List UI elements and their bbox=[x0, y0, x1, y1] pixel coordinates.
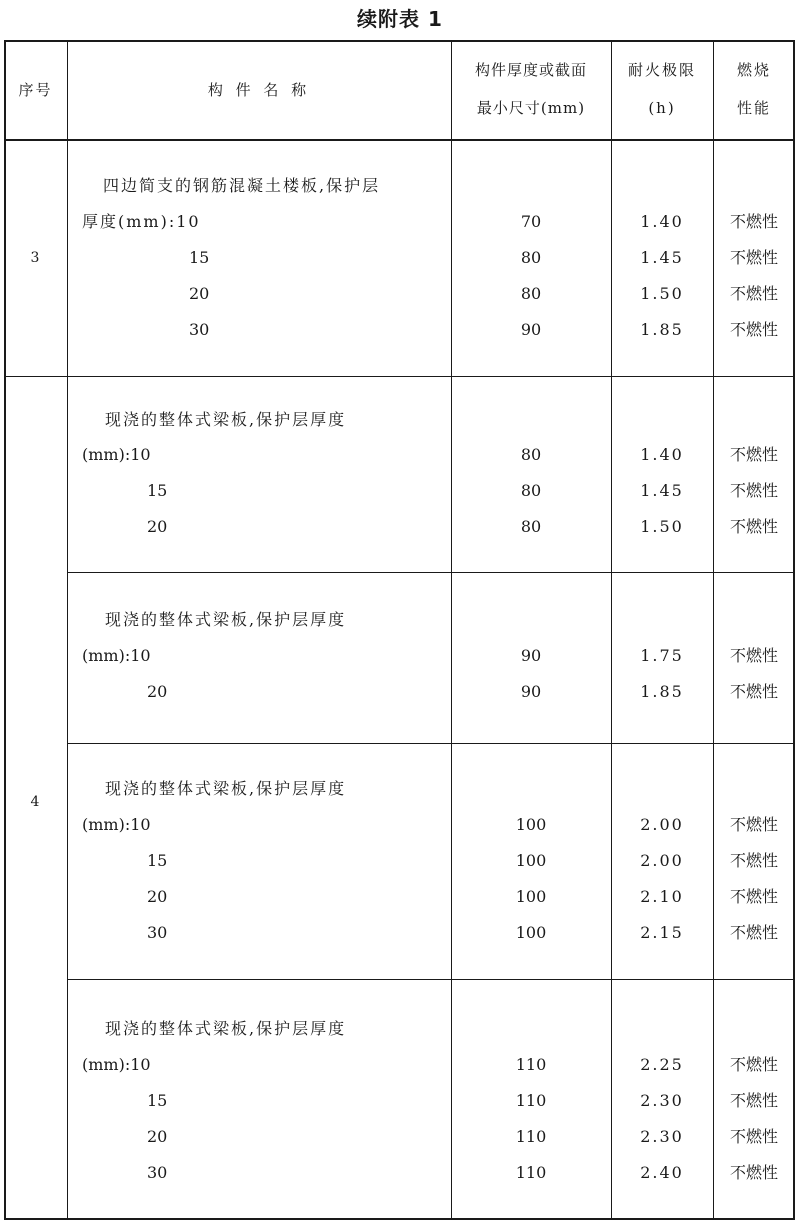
row-fire: 2.40 bbox=[640, 1163, 684, 1182]
row-comb: 不燃性 bbox=[729, 1127, 778, 1146]
row-thickness: 100 bbox=[515, 923, 547, 942]
row-thickness: 110 bbox=[515, 1163, 547, 1182]
subgroup-divider bbox=[67, 979, 795, 980]
row-fire: 2.30 bbox=[640, 1127, 684, 1146]
row-thickness: 80 bbox=[520, 248, 542, 267]
row-name: 15 bbox=[189, 248, 210, 267]
row-fire: 1.45 bbox=[640, 248, 684, 267]
row-name: 四边简支的钢筋混凝土楼板,保护层 bbox=[103, 176, 381, 195]
row-name: 30 bbox=[147, 1163, 168, 1182]
row-comb: 不燃性 bbox=[729, 1055, 778, 1074]
col-divider-seq bbox=[67, 40, 68, 1220]
header-name: 构 件 名 称 bbox=[207, 81, 311, 99]
header-fire-line2: (h) bbox=[648, 99, 676, 117]
row-thickness: 80 bbox=[520, 481, 542, 500]
row-comb: 不燃性 bbox=[729, 481, 778, 500]
header-thickness-line2: 最小尺寸(mm) bbox=[476, 99, 586, 117]
row-name: 现浇的整体式梁板,保护层厚度 bbox=[105, 779, 347, 798]
row-comb: 不燃性 bbox=[729, 923, 778, 942]
row-thickness: 90 bbox=[520, 682, 542, 701]
row-thickness: 80 bbox=[520, 517, 542, 536]
subgroup-divider bbox=[67, 743, 795, 744]
row-name: 20 bbox=[147, 887, 168, 906]
row-name: 现浇的整体式梁板,保护层厚度 bbox=[105, 610, 347, 629]
row-comb: 不燃性 bbox=[729, 1163, 778, 1182]
row-thickness: 100 bbox=[515, 815, 547, 834]
row-fire: 2.10 bbox=[640, 887, 684, 906]
row-fire: 2.00 bbox=[640, 815, 684, 834]
subgroup-divider bbox=[67, 572, 795, 573]
row-thickness: 70 bbox=[520, 212, 542, 231]
row-comb: 不燃性 bbox=[729, 517, 778, 536]
header-fire-line1: 耐火极限 bbox=[627, 61, 696, 79]
row-name: (mm):10 bbox=[82, 646, 151, 665]
row-comb: 不燃性 bbox=[729, 320, 778, 339]
row-thickness: 90 bbox=[520, 646, 542, 665]
header-comb-line2: 性能 bbox=[736, 99, 771, 117]
row-thickness: 80 bbox=[520, 445, 542, 464]
row-thickness: 110 bbox=[515, 1127, 547, 1146]
row-name: 15 bbox=[147, 481, 168, 500]
row-comb: 不燃性 bbox=[729, 646, 778, 665]
row-fire: 1.50 bbox=[640, 517, 684, 536]
row-name: 15 bbox=[147, 1091, 168, 1110]
row-name: 20 bbox=[147, 682, 168, 701]
row-fire: 1.85 bbox=[640, 682, 684, 701]
row-thickness: 100 bbox=[515, 887, 547, 906]
row-fire: 2.15 bbox=[640, 923, 684, 942]
row-comb: 不燃性 bbox=[729, 1091, 778, 1110]
row-thickness: 110 bbox=[515, 1055, 547, 1074]
row-name: 15 bbox=[147, 851, 168, 870]
row-name: 厚度(mm):10 bbox=[82, 212, 201, 231]
row-fire: 2.25 bbox=[640, 1055, 684, 1074]
seq-4: 4 bbox=[30, 794, 40, 810]
row-fire: 2.30 bbox=[640, 1091, 684, 1110]
row-name: (mm):10 bbox=[82, 1055, 151, 1074]
row-name: 30 bbox=[189, 320, 210, 339]
row-name: 30 bbox=[147, 923, 168, 942]
row-comb: 不燃性 bbox=[729, 851, 778, 870]
header-thickness-line1: 构件厚度或截面 bbox=[474, 61, 587, 79]
row-name: (mm):10 bbox=[82, 815, 151, 834]
group-divider bbox=[4, 376, 795, 377]
row-comb: 不燃性 bbox=[729, 445, 778, 464]
row-name: 现浇的整体式梁板,保护层厚度 bbox=[105, 410, 347, 429]
header-divider bbox=[4, 139, 795, 141]
row-thickness: 110 bbox=[515, 1091, 547, 1110]
row-thickness: 80 bbox=[520, 284, 542, 303]
row-comb: 不燃性 bbox=[729, 682, 778, 701]
header-seq: 序号 bbox=[18, 81, 53, 99]
row-fire: 1.40 bbox=[640, 212, 684, 231]
row-comb: 不燃性 bbox=[729, 212, 778, 231]
row-comb: 不燃性 bbox=[729, 284, 778, 303]
row-fire: 1.45 bbox=[640, 481, 684, 500]
row-thickness: 100 bbox=[515, 851, 547, 870]
row-fire: 1.85 bbox=[640, 320, 684, 339]
header-comb-line1: 燃烧 bbox=[736, 61, 771, 79]
row-fire: 1.50 bbox=[640, 284, 684, 303]
row-name: (mm):10 bbox=[82, 445, 151, 464]
row-fire: 2.00 bbox=[640, 851, 684, 870]
row-comb: 不燃性 bbox=[729, 887, 778, 906]
row-name: 20 bbox=[147, 1127, 168, 1146]
row-fire: 1.40 bbox=[640, 445, 684, 464]
row-fire: 1.75 bbox=[640, 646, 684, 665]
row-thickness: 90 bbox=[520, 320, 542, 339]
seq-3: 3 bbox=[30, 250, 40, 266]
table-title: 续附表 1 bbox=[357, 7, 443, 31]
row-name: 20 bbox=[147, 517, 168, 536]
row-comb: 不燃性 bbox=[729, 815, 778, 834]
row-name: 20 bbox=[189, 284, 210, 303]
row-comb: 不燃性 bbox=[729, 248, 778, 267]
row-name: 现浇的整体式梁板,保护层厚度 bbox=[105, 1019, 347, 1038]
